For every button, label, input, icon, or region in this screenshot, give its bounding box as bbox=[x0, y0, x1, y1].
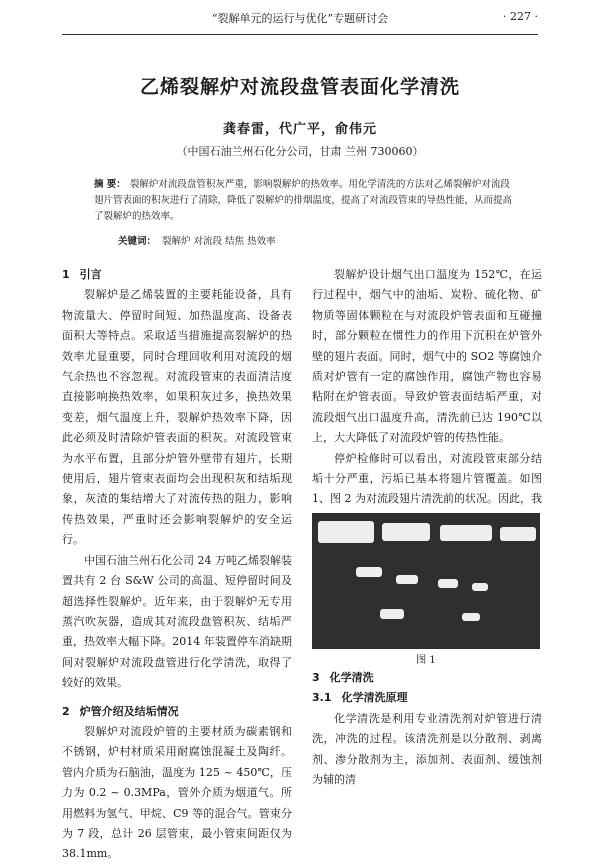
keywords-label: 关键词： bbox=[118, 236, 157, 247]
header-title: “裂解单元的运行与优化”专题研讨会 bbox=[211, 12, 389, 25]
figure-highlight bbox=[380, 609, 404, 619]
section-heading bbox=[312, 668, 542, 688]
figure-caption: 图 1 bbox=[416, 655, 436, 666]
spacer bbox=[62, 694, 292, 702]
page-number: · 227 · bbox=[503, 10, 538, 23]
running-header bbox=[0, 8, 600, 30]
keywords-text: 裂解炉 对流段 结焦 热效率 bbox=[162, 236, 276, 247]
figure-highlight bbox=[500, 527, 536, 541]
article-authors: 龚春雷，代广平，俞伟元 bbox=[222, 122, 377, 137]
figure-highlight bbox=[438, 579, 458, 588]
section-number: 3 bbox=[312, 671, 320, 684]
subsection-number: 3.1 bbox=[312, 691, 332, 705]
right-column-bottom bbox=[312, 668, 542, 790]
section-number: 1 bbox=[62, 268, 70, 281]
left-column bbox=[62, 265, 292, 865]
figure-highlight bbox=[382, 523, 430, 541]
paragraph: 裂解炉是乙烯装置的主要耗能设备，具有物流量大、停留时间短、加热温度高、设备表面积大等特点。采取适当措施提高裂解炉的热效率尤显重要，同时合理回收利用对流段的烟气余热也不容忽视。对流段管束的表面清洁度直接影响换热效率，如果积灰过多，换热效果变差，烟气温度上升，裂解炉热效率下降，因此必须及时清除炉管表面的积灰。对流段管束为水平布置，且部分炉管外壁带有翅片，长期使用后，翅片管束表面均会出现积灰和结垢现象，灰渣的集结增大了对流传热的阻力，影响传热效果，严重时还会影响裂解炉的安全运行。 bbox=[62, 288, 292, 547]
paragraph: 中国石油兰州石化公司 24 万吨乙烯裂解装置共有 2 台 S&W 公司的高温、短停留时间及超选择性裂解炉。近年来，由于裂解炉无专用蒸汽吹灰器，造成其对流段盘管积灰、结垢严重，热效率大幅下降。2014 年装置停车消缺期间对裂解炉对流段盘管进行化学清洗，取得了较好的效果。 bbox=[62, 553, 292, 690]
paragraph: 裂解炉对流段炉管的主要材质为碳素钢和不锈钢，炉村材质采用耐腐蚀混凝土及陶纤。管内介质为石脑油，温度为 125 ~ 450℃，压力为 0.2 ~ 0.3MPa，管外介质为烟道气。所用燃料为氢气、甲烷、C9 等的混合气。管束分为 7 段，总计 26 层管束，最小管束间距仅为 38.1mm。 bbox=[62, 724, 292, 861]
subsection-heading bbox=[312, 688, 542, 708]
figure-highlight bbox=[472, 583, 488, 591]
figure-1-photo bbox=[312, 513, 540, 649]
paragraph: 化学清洗是利用专业清洗剂对炉管进行清洗，冲洗的过程。该清洗剂是以分散剂、剥离剂、渗分散剂为主，添加剂、表面剂、缓蚀剂为辅的清 bbox=[312, 711, 542, 787]
section-heading bbox=[62, 265, 292, 285]
figure-highlight bbox=[440, 525, 492, 541]
subsection-title: 化学清洗原理 bbox=[341, 691, 408, 705]
figure-highlight bbox=[318, 521, 374, 543]
section-title: 化学清洗 bbox=[329, 671, 374, 684]
header-rule bbox=[62, 34, 538, 35]
paragraph: 停炉检修时可以看出，对流段管束部分结垢十分严重，污垢已基本将翅片管覆盖。如图 1、图 2 为对流段翅片清洗前的状况。因此，我 bbox=[312, 451, 542, 506]
figure-highlight bbox=[356, 567, 382, 577]
article-affiliation: （中国石油兰州石化分公司，甘肃 兰州 730060） bbox=[176, 145, 424, 158]
abstract bbox=[94, 177, 514, 225]
section-title: 炉管介绍及结垢情况 bbox=[79, 704, 179, 718]
section-title: 引言 bbox=[79, 268, 102, 281]
abstract-label: 摘 要： bbox=[94, 179, 126, 190]
paragraph: 裂解炉设计烟气出口温度为 152℃，在运行过程中，烟气中的油垢、炭粉、硫化物、矿物质等固体颗粒在与对流段炉管表面和互碰撞时，部分颗粒在惯性力的作用下沉积在炉管外壁的翅片表面。同时，烟气中的 SO2 等腐蚀介质对炉管有一定的腐蚀作用，腐蚀产物也容易粘附在炉管表面。导致炉管表面结垢严重，对流段烟气出口温度升高，清洗前已达 190℃以上，大大降低了对流段炉管的传热性能。 bbox=[312, 268, 542, 445]
figure-highlight bbox=[462, 613, 480, 621]
figure-highlight bbox=[396, 575, 418, 584]
right-column bbox=[312, 265, 542, 530]
section-number: 2 bbox=[62, 704, 70, 718]
keywords bbox=[118, 233, 508, 247]
article-title: 乙烯裂解炉对流段盘管表面化学清洗 bbox=[139, 76, 460, 98]
section-heading bbox=[62, 702, 292, 722]
abstract-text: 裂解炉对流段盘管积灰严重，影响裂解炉的热效率。用化学清洗的方法对乙烯裂解炉对流段翅片管表面的积灰进行了清除，降低了裂解炉的排烟温度，提高了对流段管束的导热性能，从而提高了裂解炉的热效率。 bbox=[94, 179, 513, 222]
